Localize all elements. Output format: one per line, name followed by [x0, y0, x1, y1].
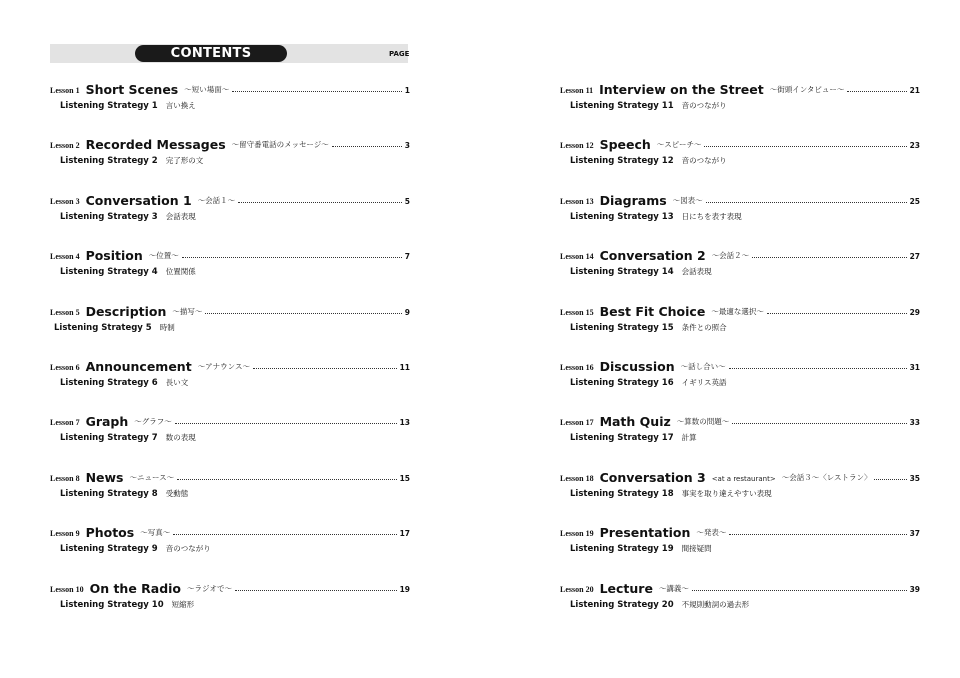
lesson-title: Announcement	[85, 359, 192, 374]
toc-entry[interactable]	[560, 523, 920, 557]
strategy-label: Listening Strategy 15	[570, 322, 674, 333]
toc-entry-line	[50, 523, 410, 541]
toc-entry[interactable]	[50, 80, 410, 114]
page-number: 15	[399, 474, 410, 483]
strategy-label: Listening Strategy 8	[60, 488, 158, 499]
strategy-description: 会話表現	[165, 212, 196, 221]
toc-entry[interactable]	[50, 135, 410, 169]
listening-strategy	[570, 488, 772, 499]
strategy-label: Listening Strategy 7	[60, 432, 158, 443]
lesson-title: Short Scenes	[85, 82, 179, 97]
toc-entry-line	[50, 135, 410, 153]
strategy-description: 言い換え	[165, 101, 196, 110]
strategy-label: Listening Strategy 12	[570, 155, 674, 166]
dot-leader	[874, 479, 906, 480]
lesson-title: Best Fit Choice	[599, 304, 706, 319]
strategy-description: 音のつながり	[681, 101, 727, 110]
strategy-label: Listening Strategy 11	[570, 100, 674, 111]
dot-leader	[235, 590, 397, 591]
toc-entry-line	[560, 135, 920, 153]
lesson-japanese-subtitle: 〜講義〜	[658, 584, 689, 593]
toc-entry[interactable]	[560, 357, 920, 391]
lesson-japanese-subtitle: 〜図表〜	[672, 196, 703, 205]
lesson-japanese-subtitle: 〜会話１〜	[197, 196, 236, 205]
toc-entry-line	[50, 579, 410, 597]
strategy-label: Listening Strategy 9	[60, 543, 158, 554]
dot-leader	[732, 423, 906, 424]
listening-strategy	[60, 599, 194, 610]
strategy-label: Listening Strategy 18	[570, 488, 674, 499]
lesson-title: Interview on the Street	[599, 82, 764, 97]
lesson-title: Discussion	[599, 359, 675, 374]
toc-entry-line	[560, 357, 920, 375]
lesson-number: Lesson 11	[560, 86, 594, 95]
listening-strategy	[54, 322, 175, 333]
toc-entry-line	[560, 246, 920, 264]
dot-leader	[177, 479, 396, 480]
lesson-number: Lesson 4	[50, 252, 80, 261]
lesson-japanese-subtitle: 〜会話２〜	[711, 251, 750, 260]
dot-leader	[767, 313, 907, 314]
page-number: 19	[399, 585, 410, 594]
lesson-title: Graph	[85, 414, 129, 429]
page-number: 7	[404, 252, 410, 261]
strategy-label: Listening Strategy 6	[60, 377, 158, 388]
toc-entry-line	[50, 80, 410, 98]
listening-strategy	[60, 211, 196, 222]
dot-leader	[182, 257, 402, 258]
page-number: 17	[399, 529, 410, 538]
lesson-japanese-subtitle: 〜アナウンス〜	[197, 362, 250, 371]
dot-leader	[847, 91, 906, 92]
lesson-number: Lesson 3	[50, 197, 80, 206]
lesson-japanese-subtitle: 〜ニュース〜	[129, 473, 175, 482]
dot-leader	[752, 257, 906, 258]
strategy-description: 短縮形	[171, 600, 195, 609]
toc-entry[interactable]	[50, 468, 410, 502]
lesson-number: Lesson 10	[50, 585, 84, 594]
lesson-japanese-subtitle: 〜スピーチ〜	[656, 140, 702, 149]
strategy-description: 日にちを表す表現	[681, 212, 742, 221]
page-number: 35	[909, 474, 920, 483]
lesson-japanese-subtitle: 〜描写〜	[172, 307, 203, 316]
toc-entry[interactable]	[560, 468, 920, 502]
toc-entry-line	[560, 302, 920, 320]
lesson-title: Conversation 2	[599, 248, 706, 263]
listening-strategy	[570, 377, 727, 388]
toc-entry[interactable]	[560, 412, 920, 446]
lesson-number: Lesson 14	[560, 252, 594, 261]
strategy-description: 間接疑問	[681, 544, 712, 553]
listening-strategy	[570, 432, 697, 443]
strategy-label: Listening Strategy 2	[60, 155, 158, 166]
toc-entry[interactable]	[560, 80, 920, 114]
strategy-description: 不規則動詞の過去形	[681, 600, 750, 609]
toc-entry-line	[50, 246, 410, 264]
toc-entry[interactable]	[560, 246, 920, 280]
lesson-number: Lesson 15	[560, 308, 594, 317]
lesson-japanese-subtitle: 〜グラフ〜	[134, 417, 172, 426]
page-number: 21	[909, 86, 920, 95]
lesson-number: Lesson 13	[560, 197, 594, 206]
page-number: 5	[404, 197, 410, 206]
strategy-label: Listening Strategy 20	[570, 599, 674, 610]
lesson-japanese-subtitle: 〜発表〜	[696, 528, 727, 537]
strategy-description: 位置関係	[165, 267, 196, 276]
lesson-title: Description	[85, 304, 167, 319]
dot-leader	[173, 534, 396, 535]
dot-leader	[175, 423, 397, 424]
strategy-description: イギリス英語	[681, 378, 727, 387]
page-number: 37	[909, 529, 920, 538]
lesson-japanese-subtitle: 〜短い場面〜	[184, 85, 230, 94]
listening-strategy	[570, 543, 712, 554]
page-number: 27	[909, 252, 920, 261]
listening-strategy	[60, 155, 203, 166]
dot-leader	[232, 91, 402, 92]
lesson-japanese-subtitle: 〜最適な選択〜	[711, 307, 764, 316]
listening-strategy	[570, 322, 727, 333]
dot-leader	[253, 368, 397, 369]
lesson-number: Lesson 16	[560, 363, 594, 372]
listening-strategy	[60, 100, 196, 111]
lesson-title: Photos	[85, 525, 135, 540]
lesson-number: Lesson 1	[50, 86, 80, 95]
listening-strategy	[570, 155, 727, 166]
page-number: 31	[909, 363, 920, 372]
strategy-label: Listening Strategy 5	[54, 322, 152, 333]
lesson-japanese-subtitle: 〜会話３〜〈レストラン〉	[781, 473, 872, 482]
strategy-label: Listening Strategy 14	[570, 266, 674, 277]
strategy-description: 事実を取り違えやすい表現	[681, 489, 772, 498]
lesson-number: Lesson 12	[560, 141, 594, 150]
page-number: 25	[909, 197, 920, 206]
lesson-number: Lesson 9	[50, 529, 80, 538]
page-number: 33	[909, 418, 920, 427]
toc-entry-line	[560, 80, 920, 98]
lesson-number: Lesson 6	[50, 363, 80, 372]
page-number: 3	[404, 141, 410, 150]
dot-leader	[205, 313, 401, 314]
lesson-title: Conversation 3	[599, 470, 706, 485]
strategy-label: Listening Strategy 13	[570, 211, 674, 222]
listening-strategy	[570, 599, 749, 610]
strategy-description: 時制	[159, 323, 175, 332]
strategy-label: Listening Strategy 10	[60, 599, 164, 610]
strategy-label: Listening Strategy 1	[60, 100, 158, 111]
listening-strategy	[60, 377, 188, 388]
page-number: 39	[909, 585, 920, 594]
lesson-title: Position	[85, 248, 143, 263]
strategy-description: 条件との照合	[681, 323, 727, 332]
page-number: 11	[399, 363, 410, 372]
toc-entry[interactable]	[50, 579, 410, 613]
lesson-japanese-subtitle: 〜ラジオで〜	[187, 584, 233, 593]
strategy-description: 数の表現	[165, 433, 196, 442]
page-number: 1	[404, 86, 410, 95]
toc-entry[interactable]	[50, 357, 410, 391]
dot-leader	[692, 590, 907, 591]
toc-entry[interactable]	[50, 302, 410, 336]
page-number: 23	[909, 141, 920, 150]
toc-entry[interactable]	[50, 412, 410, 446]
dot-leader	[706, 202, 907, 203]
toc-entry-line	[50, 468, 410, 486]
lesson-number: Lesson 5	[50, 308, 80, 317]
toc-entry[interactable]	[560, 579, 920, 613]
strategy-label: Listening Strategy 4	[60, 266, 158, 277]
listening-strategy	[570, 100, 727, 111]
toc-entry-line	[560, 579, 920, 597]
page-number: 29	[909, 308, 920, 317]
dot-leader	[238, 202, 402, 203]
strategy-description: 受動態	[165, 489, 189, 498]
toc-entry-line	[50, 302, 410, 320]
lesson-number: Lesson 2	[50, 141, 80, 150]
toc-entry-line	[560, 412, 920, 430]
lesson-title: On the Radio	[89, 581, 182, 596]
lesson-japanese-subtitle: 〜街頭インタビュー〜	[769, 85, 845, 94]
toc-entry[interactable]	[560, 302, 920, 336]
lesson-title: Conversation 1	[85, 193, 192, 208]
listening-strategy	[570, 266, 712, 277]
lesson-japanese-subtitle: 〜写真〜	[140, 528, 171, 537]
toc-entry-line	[560, 523, 920, 541]
lesson-english-subtitle: <at a restaurant>	[711, 475, 776, 483]
strategy-description: 会話表現	[681, 267, 712, 276]
page-number: 13	[399, 418, 410, 427]
toc-entry-line	[560, 191, 920, 209]
lesson-title: News	[85, 470, 124, 485]
dot-leader	[704, 146, 906, 147]
listening-strategy	[570, 211, 742, 222]
listening-strategy	[60, 266, 196, 277]
lesson-number: Lesson 18	[560, 474, 594, 483]
lesson-number: Lesson 19	[560, 529, 594, 538]
strategy-label: Listening Strategy 16	[570, 377, 674, 388]
lesson-title: Recorded Messages	[85, 137, 226, 152]
lesson-japanese-subtitle: 〜位置〜	[148, 251, 179, 260]
toc-entry[interactable]	[560, 191, 920, 225]
toc-entry[interactable]	[50, 191, 410, 225]
dot-leader	[332, 146, 402, 147]
strategy-description: 長い文	[165, 378, 189, 387]
lesson-japanese-subtitle: 〜留守番電話のメッセージ〜	[231, 140, 329, 149]
dot-leader	[729, 368, 907, 369]
dot-leader	[729, 534, 906, 535]
lesson-japanese-subtitle: 〜算数の問題〜	[676, 417, 730, 426]
strategy-description: 音のつながり	[681, 156, 727, 165]
toc-entry[interactable]	[50, 523, 410, 557]
lesson-number: Lesson 8	[50, 474, 80, 483]
toc-entry[interactable]	[50, 246, 410, 280]
lesson-title: Diagrams	[599, 193, 667, 208]
listening-strategy	[60, 432, 196, 443]
toc-entry-line	[50, 191, 410, 209]
strategy-description: 音のつながり	[165, 544, 211, 553]
lesson-japanese-subtitle: 〜話し合い〜	[680, 362, 726, 371]
strategy-description: 計算	[681, 433, 697, 442]
lesson-number: Lesson 17	[560, 418, 594, 427]
contents-title: CONTENTS	[135, 45, 287, 62]
strategy-label: Listening Strategy 17	[570, 432, 674, 443]
lesson-title: Lecture	[599, 581, 653, 596]
listening-strategy	[60, 488, 188, 499]
strategy-label: Listening Strategy 3	[60, 211, 158, 222]
page-number: 9	[404, 308, 410, 317]
toc-entry-line	[50, 357, 410, 375]
listening-strategy	[60, 543, 211, 554]
toc-entry[interactable]	[560, 135, 920, 169]
page-column-label: PAGE	[389, 50, 410, 58]
lesson-number: Lesson 7	[50, 418, 80, 427]
lesson-title: Math Quiz	[599, 414, 671, 429]
lesson-number: Lesson 20	[560, 585, 594, 594]
lesson-title: Presentation	[599, 525, 691, 540]
toc-entry-line	[560, 468, 920, 486]
toc-entry-line	[50, 412, 410, 430]
strategy-description: 完了形の文	[165, 156, 204, 165]
lesson-title: Speech	[599, 137, 651, 152]
strategy-label: Listening Strategy 19	[570, 543, 674, 554]
